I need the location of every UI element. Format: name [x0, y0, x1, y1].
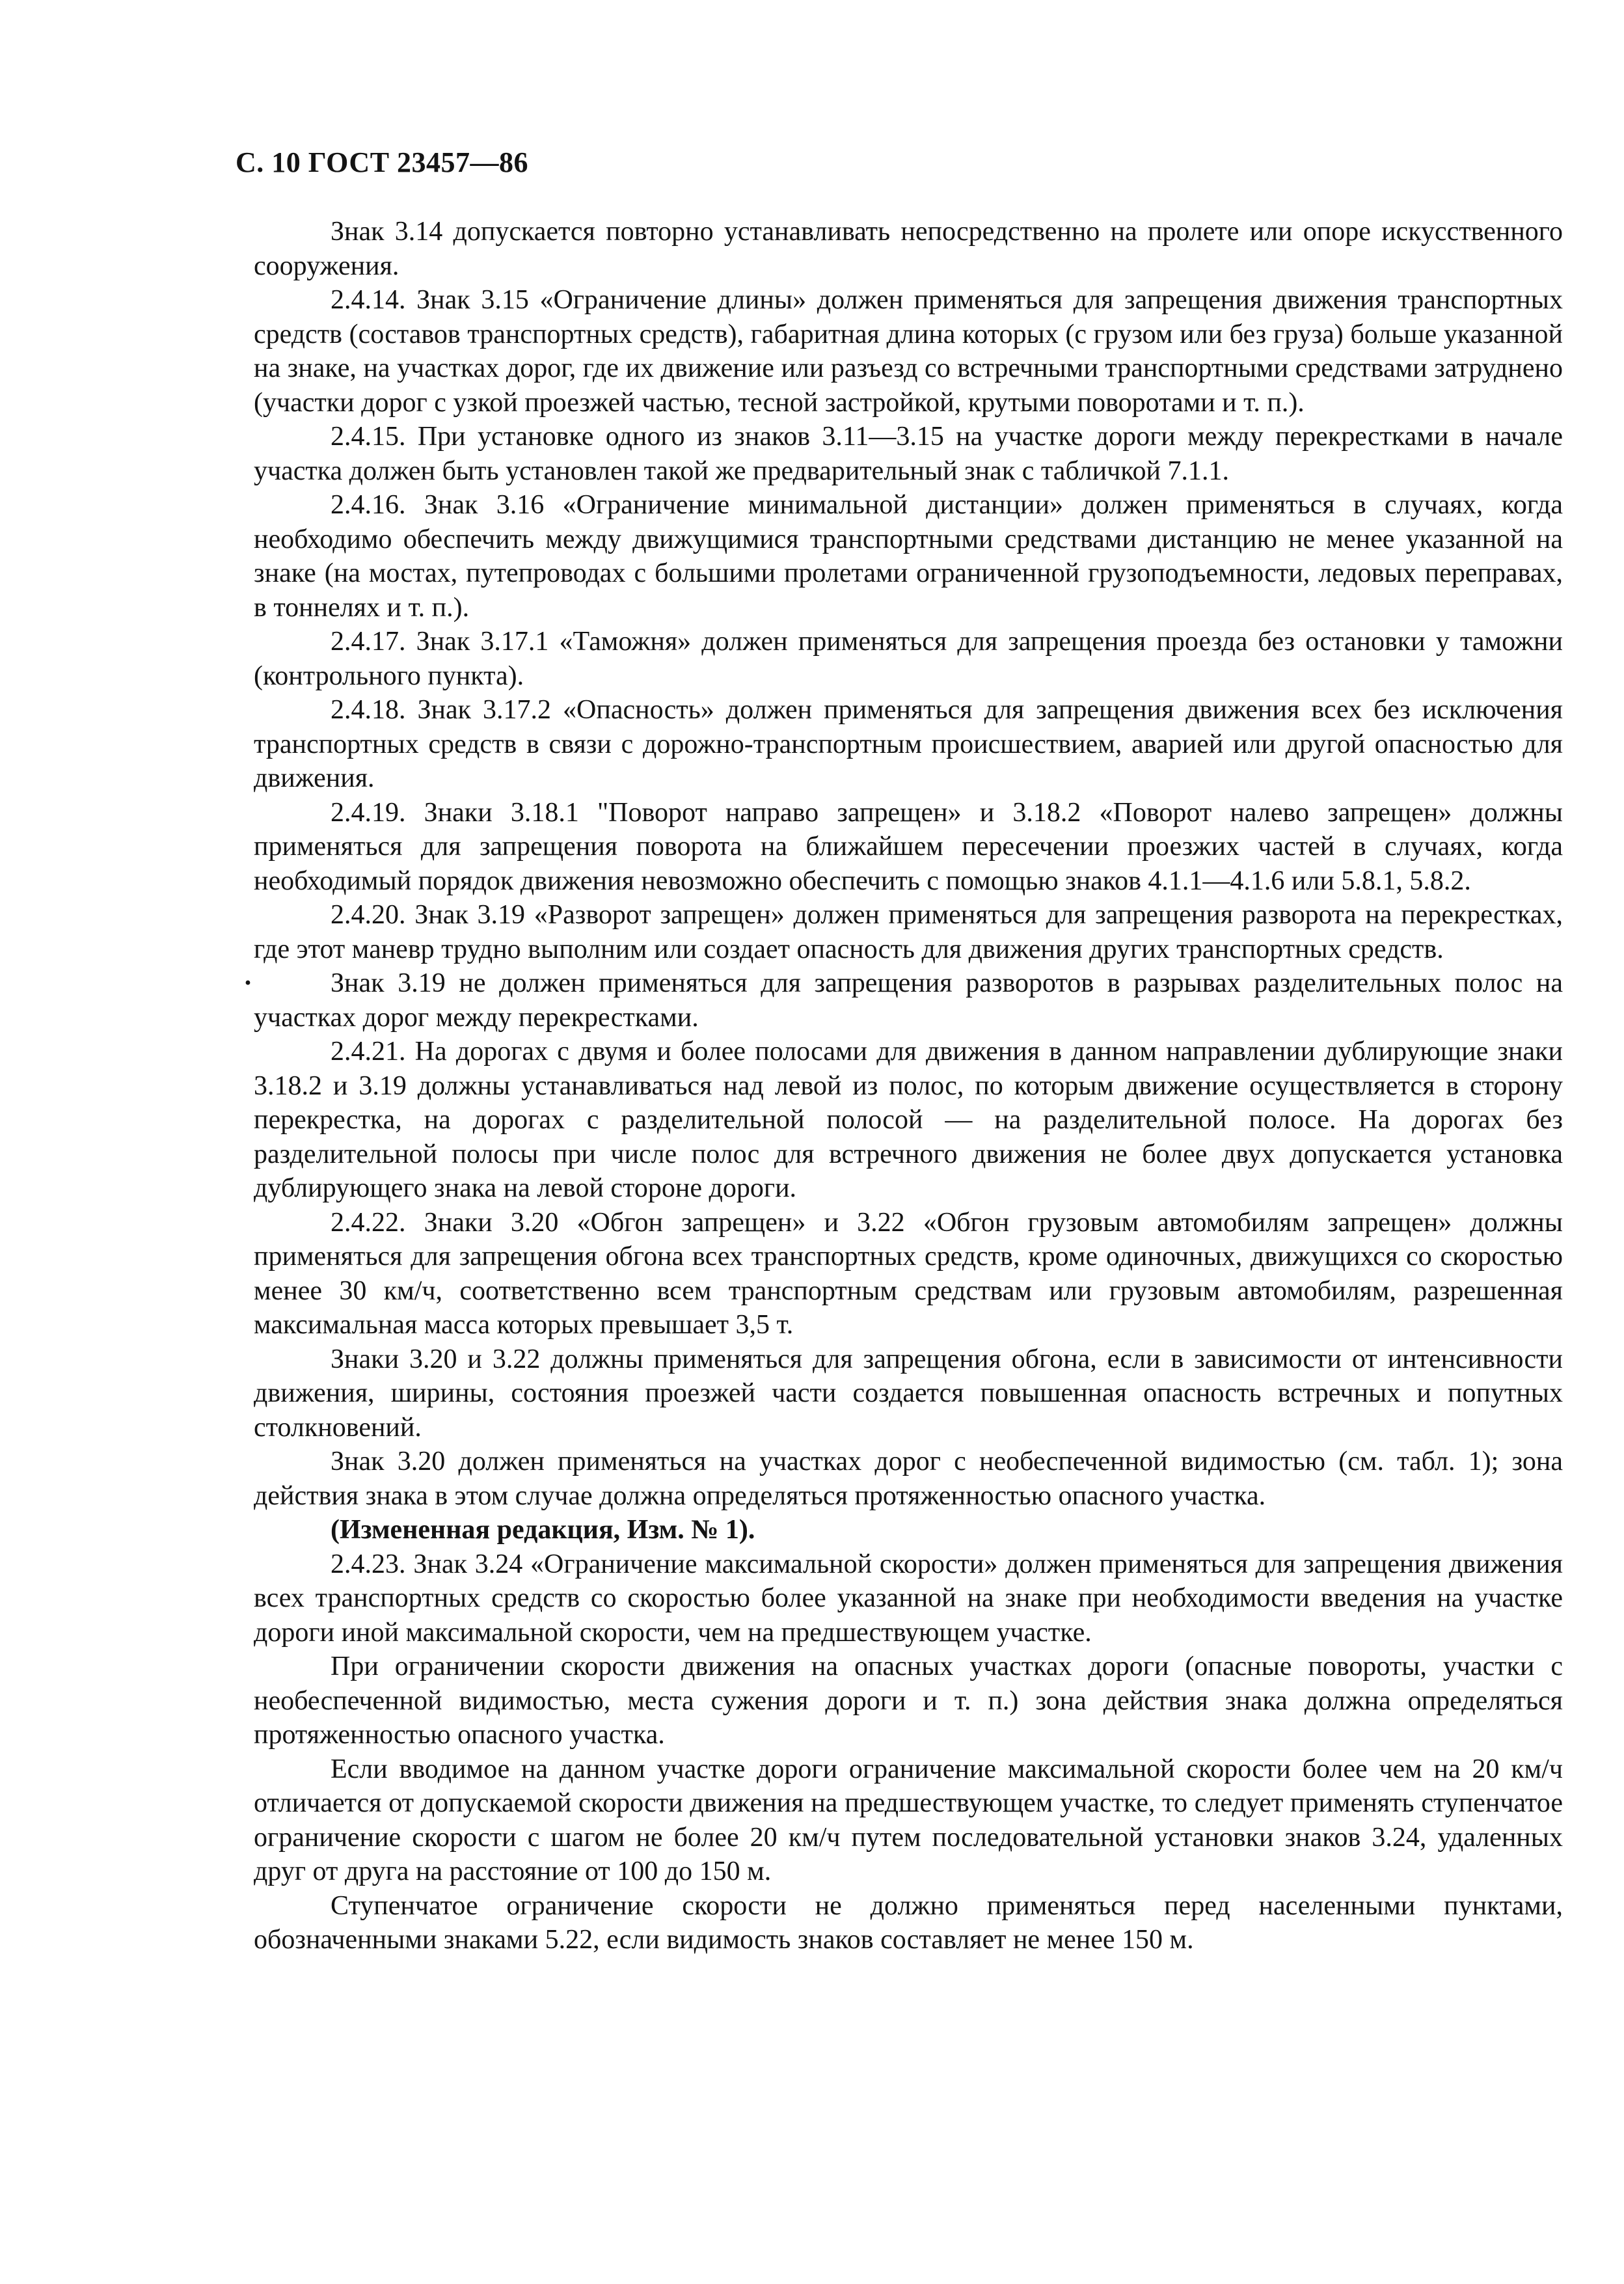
- paragraph-settlements: Ступенчатое ограничение скорости не должно применяться перед населенными пунктами, обозначенными знаками 5.22, если видимость знаков составляет не менее 150 м.: [254, 1890, 1563, 1955]
- paragraph-2-4-21: 2.4.21. На дорогах с двумя и более полосами для движения в данном направлении дублирующие знаки 3.18.2 и 3.19 должны устанавливаться над левой из полос, по которым движение осуществляется в сторону перекрестка, на дорогах с разделительной полосой — на разделительной полосе. На дорогах без разделительной полосы при числе полос для встречного движения не более двух допускается установка дублирующего знака на левой стороне дороги.: [254, 1037, 1563, 1203]
- paragraph-2-4-22: 2.4.22. Знаки 3.20 «Обгон запрещен» и 3.22 «Обгон грузовым автомобилям запрещен» должны применяться для запрещения обгона всех транспортных средств, кроме одиночных, движущихся со скоростью менее 30 км/ч, соответственно всем транспортным средствам или грузовым автомобилям, разрешенная максимальная масса которых превышает 3,5 т.: [254, 1207, 1563, 1340]
- paragraph-sign-3-20: Знак 3.20 должен применяться на участках дорог с необеспеченной видимостью (см. табл. 1); зона действия знака в этом случае должна определяться протяженностью опасного участка.: [254, 1447, 1563, 1511]
- paragraph-sign-3-19-note-text: Знак 3.19 не должен применяться для запрещения разворотов в разрывах разделительных полос на участках дорог между перекрестками.: [254, 968, 1563, 1033]
- paragraph-2-4-16: 2.4.16. Знак 3.16 «Ограничение минимальной дистанции» должен применяться в случаях, когда необходимо обеспечить между движущимися транспортными средствами дистанцию не менее указанной на знаке (на мостах, путепроводах с большими пролетами ограниченной грузоподъемности, ледовых переправах, в тоннелях и т. п.).: [254, 490, 1563, 623]
- paragraph-dangerous-sections: При ограничении скорости движения на опасных участках дороги (опасные повороты, участки с необеспеченной видимостью, места сужения дороги и т. п.) зона действия знака должна определяться протяженностью опасного участка.: [254, 1652, 1563, 1750]
- paragraph-signs-3-20-3-22: Знаки 3.20 и 3.22 должны применяться для запрещения обгона, если в зависимости от интенсивности движения, ширины, состояния проезжей части создается повышенная опасность встречных и попутных столкновений.: [254, 1344, 1563, 1443]
- paragraph-2-4-23: 2.4.23. Знак 3.24 «Ограничение максимальной скорости» должен применяться для запрещения движения всех транспортных средств со скоростью более указанной на знаке при необходимости введения на участке дороги иной максимальной скорости, чем на предшествующем участке.: [254, 1549, 1563, 1648]
- paragraph-2-4-18: 2.4.18. Знак 3.17.2 «Опасность» должен применяться для запрещения движения всех без исключения транспортных средств в связи с дорожно-транспортным происшествием, аварией или другой опасностью для движения.: [254, 695, 1563, 793]
- body-text: [243, 215, 1563, 1957]
- bullet-mark: ·: [243, 968, 253, 998]
- amendment-note: (Измененная редакция, Изм. № 1).: [331, 1515, 755, 1545]
- paragraph-stepped-limit: Если вводимое на данном участке дороги ограничение максимальной скорости более чем на 20 км/ч отличается от допускаемой скорости движения на предшествующем участке, то следует применять ступенчатое ограничение скорости с шагом не более 20 км/ч путем последовательной установки знаков 3.24, удаленных друг от друга на расстояние от 100 до 150 м.: [254, 1754, 1563, 1886]
- paragraph-2-4-17: 2.4.17. Знак 3.17.1 «Таможня» должен применяться для запрещения проезда без остановки у таможни (контрольного пункта).: [254, 627, 1563, 691]
- paragraph-2-4-15: 2.4.15. При установке одного из знаков 3.11—3.15 на участке дороги между перекрестками в начале участка должен быть установлен такой же предварительный знак с табличкой 7.1.1.: [254, 422, 1563, 486]
- paragraph-2-4-14: 2.4.14. Знак 3.15 «Ограничение длины» должен применяться для запрещения движения транспортных средств (составов транспортных средств), габаритная длина которых (с грузом или без груза) больше указанной на знаке, на участках дорог, где их движение или разъезд со встречными транспортными средствами затруднено (участки дорог с узкой проезжей частью, тесной застройкой, крутыми поворотами и т. п.).: [254, 285, 1563, 418]
- paragraph-2-4-20: 2.4.20. Знак 3.19 «Разворот запрещен» должен применяться для запрещения разворота на перекрестках, где этот маневр трудно выполним или создает опасность для движения других транспортных средств.: [254, 900, 1563, 964]
- paragraph-2-4-19: 2.4.19. Знаки 3.18.1 "Поворот направо запрещен» и 3.18.2 «Поворот налево запрещен» должны применяться для запрещения поворота на ближайшем пересечении проезжих частей в случаях, когда необходимый порядок движения невозможно обеспечить с помощью знаков 4.1.1—4.1.6 или 5.8.1, 5.8.2.: [254, 797, 1563, 896]
- running-header: С. 10 ГОСТ 23457—86: [236, 146, 529, 178]
- paragraph-sign-3-19-note: [243, 966, 1563, 1035]
- paragraph-sign-3-14: Знак 3.14 допускается повторно устанавливать непосредственно на пролете или опоре искусственного сооружения.: [254, 217, 1563, 281]
